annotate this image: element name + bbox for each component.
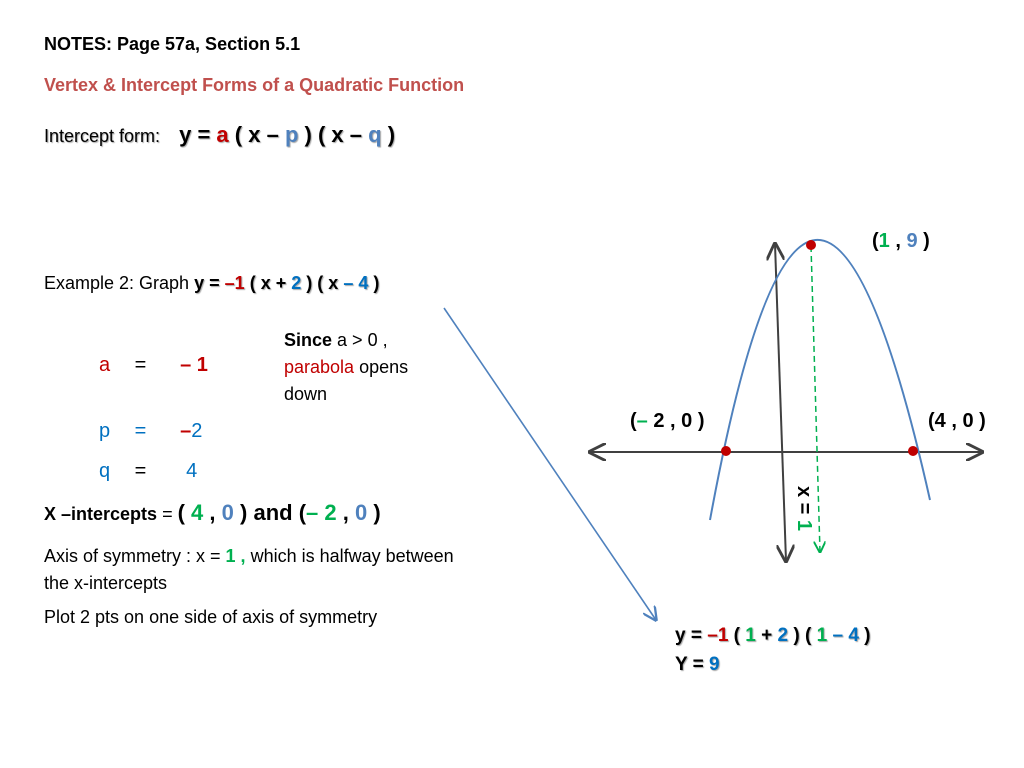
pointer-arrow <box>444 308 656 620</box>
vertex-open: ( <box>872 230 879 252</box>
vertex-label <box>872 230 930 253</box>
ex-part1: ( x + <box>249 273 287 293</box>
ex-close: ) <box>373 273 380 293</box>
calc-Y: Y = <box>675 654 704 675</box>
calc-p1: ( <box>733 625 740 646</box>
example2-label: Example 2: Graph <box>44 273 190 293</box>
eq-equals: = <box>197 122 211 147</box>
vertex-x: 1 <box>878 230 890 252</box>
calc-y: y <box>675 625 686 646</box>
axis-one: 1 , <box>225 546 246 566</box>
eq-p: p <box>284 122 299 147</box>
p-var: p <box>99 420 111 442</box>
xint-comma1: , <box>209 500 216 525</box>
axis-pre: Axis of symmetry : x = <box>44 546 221 566</box>
vertex-comma: , <box>895 230 901 252</box>
ex-two: 2 <box>291 273 302 293</box>
vertex-y: 9 <box>906 230 918 252</box>
xint-close: ) <box>373 500 381 525</box>
eq-close: ) <box>387 122 396 147</box>
xint-and: ) and ( <box>240 500 307 525</box>
neg2-open: ( <box>630 410 637 432</box>
calc-one2: 1 <box>816 625 828 646</box>
ex-y: y <box>194 273 205 293</box>
neg2-sign: – <box>636 410 648 432</box>
intercept-point-neg2 <box>721 446 731 456</box>
y-axis <box>775 244 786 561</box>
ex-part2: ) ( x <box>306 273 339 293</box>
eq-y: y <box>179 122 192 147</box>
axis-label-one: 1 <box>793 519 815 532</box>
q-var: q <box>99 460 111 482</box>
neg2-rest: 2 , 0 ) <box>653 410 705 432</box>
xint-neg2: – 2 <box>306 500 337 525</box>
calc-minus4: – 4 <box>832 625 859 646</box>
axis-post: which is halfway between the x-intercepts <box>44 546 454 593</box>
calc-p2: ) ( <box>793 625 812 646</box>
intercept-form-label: Intercept form: <box>44 126 161 146</box>
calc-p3: ) <box>864 625 871 646</box>
axis-label-x: x = <box>793 486 815 515</box>
four-open: ( <box>928 410 935 432</box>
eq-close-open: ) ( x – <box>304 122 362 147</box>
a-val: – 1 <box>180 354 208 376</box>
calc-two: 2 <box>777 625 789 646</box>
q-val: 4 <box>186 460 198 482</box>
xint-four: 4 <box>191 500 204 525</box>
q-eq: = <box>134 460 147 482</box>
xint-eq: = <box>162 504 173 524</box>
a-eq: = <box>134 354 147 376</box>
xint-zero1: 0 <box>221 500 234 525</box>
ex-equals: = <box>209 273 220 293</box>
p-eq: = <box>134 420 147 442</box>
subtitle: Vertex & Intercept Forms of a Quadratic Function <box>44 75 465 95</box>
calc-plus: + <box>761 625 773 646</box>
xint-zero2: 0 <box>355 500 368 525</box>
xint-label: X –intercepts <box>44 504 158 524</box>
eq-q: q <box>368 122 382 147</box>
four-rest: , 0 ) <box>951 410 986 432</box>
four-x: 4 <box>934 410 946 432</box>
ex-minus4: – 4 <box>343 273 369 293</box>
intercept-label-neg2 <box>630 410 705 433</box>
eq-open1: ( x – <box>234 122 279 147</box>
calc-eq: = <box>690 625 702 646</box>
vertex-close: ) <box>923 230 930 252</box>
calc-nine: 9 <box>709 654 720 675</box>
plot-points-note: Plot 2 pts on one side of axis of symmetry <box>44 607 378 627</box>
vertex-point <box>806 240 816 250</box>
since-rest: opens down <box>284 357 409 404</box>
xint-open1: ( <box>177 500 185 525</box>
since-bold: Since <box>284 330 333 350</box>
xint-comma2: , <box>342 500 349 525</box>
axis-of-symmetry-label <box>792 486 815 531</box>
eq-a: a <box>216 122 229 147</box>
a-var: a <box>99 354 111 376</box>
intercept-point-4 <box>908 446 918 456</box>
calc-neg1: –1 <box>707 625 729 646</box>
intercept-label-4 <box>928 410 986 433</box>
calc-one1: 1 <box>745 625 756 646</box>
p-val-sign: – <box>180 420 192 442</box>
since-cond: a > 0 , <box>337 330 388 350</box>
parabola-curve <box>710 240 930 520</box>
page-title: NOTES: Page 57a, Section 5.1 <box>44 34 301 54</box>
since-parabola: parabola <box>284 357 355 377</box>
p-val-num: 2 <box>191 420 203 442</box>
ex-neg1: –1 <box>224 273 245 293</box>
